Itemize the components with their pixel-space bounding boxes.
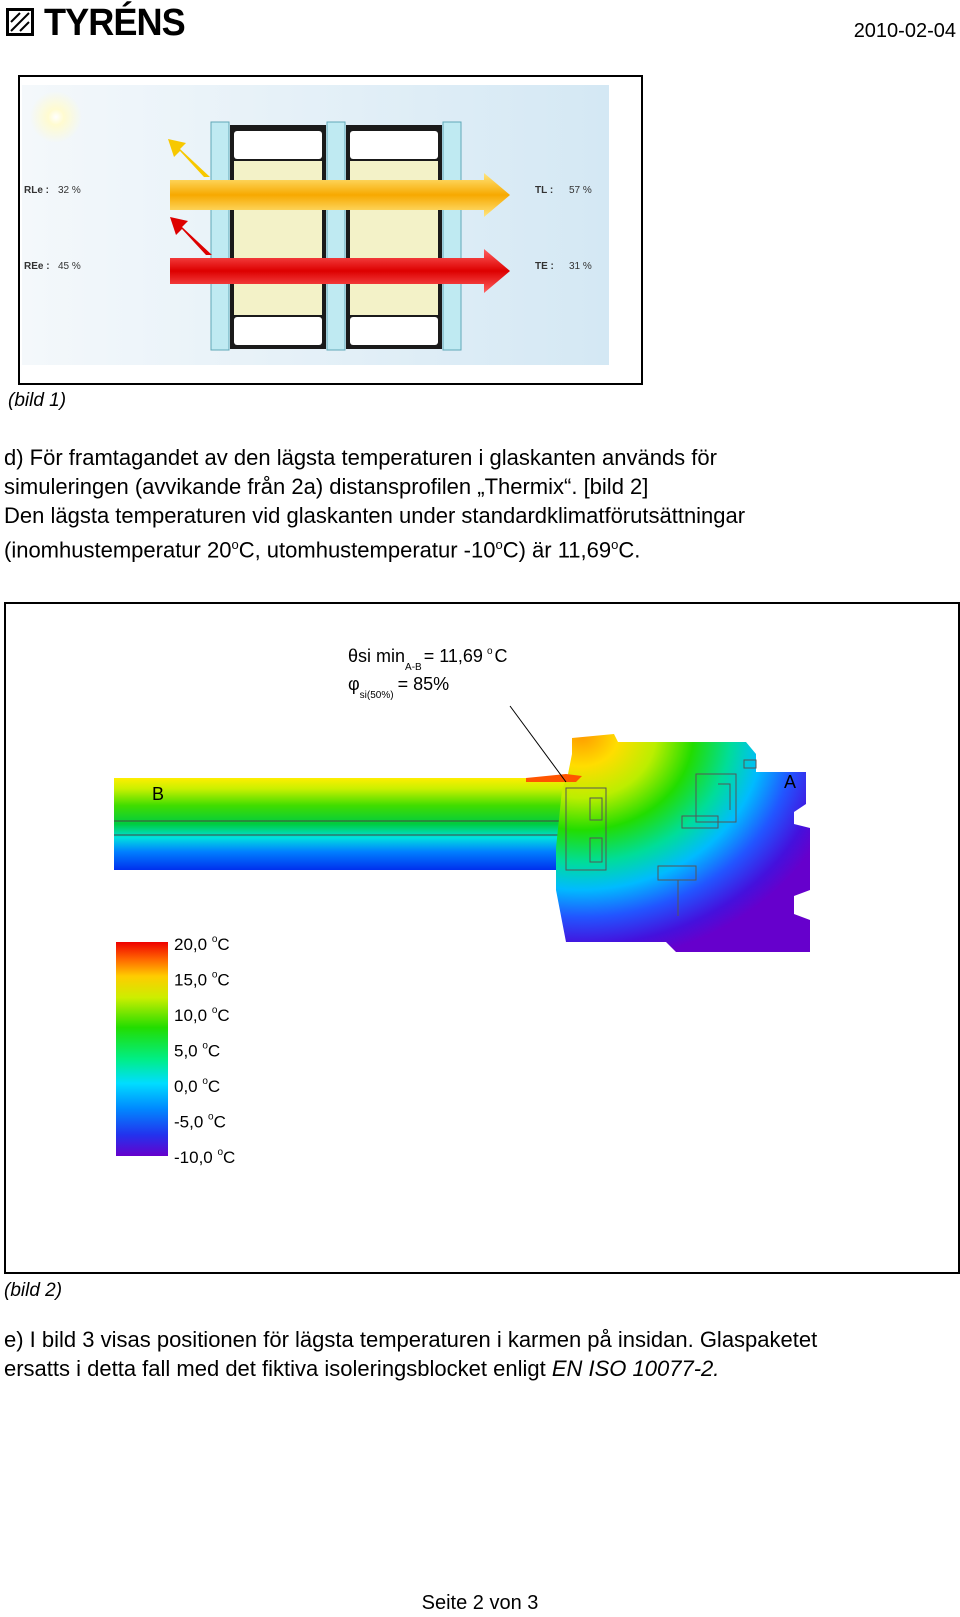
sun-icon xyxy=(30,91,82,143)
tyrens-logo-mark xyxy=(6,8,34,36)
figure-2-caption: (bild 2) xyxy=(4,1280,63,1301)
section-d-line-4: (inomhustemperatur 20$^o$C, utomhustemperatur -10$^o$C) är 11,69$^o$C. xyxy=(4,537,641,563)
temperature-legend-labels xyxy=(174,934,235,1167)
label-te: TE : xyxy=(535,261,554,272)
min-temp-pointer-line xyxy=(510,706,566,782)
label-ree: REe : xyxy=(24,261,50,272)
section-e-line-2: ersatts i detta fall med det fiktiva isoleringsblocket enligt EN ISO 10077-2. xyxy=(4,1356,720,1381)
legend-label: 20,0 $^o$C xyxy=(174,934,230,954)
section-d-line-2: simuleringen (avvikande från 2a) distansprofilen „Thermix“. [bild 2] xyxy=(4,474,649,499)
value-te: 31 % xyxy=(569,261,592,272)
frame-temperature-field xyxy=(556,734,810,952)
brand-logo: TYRÉNS xyxy=(44,2,185,44)
label-tl: TL : xyxy=(535,185,554,196)
theta-annotation: θsi $\min_{A-B}= 11,69$ $^o$ C xyxy=(348,646,508,673)
legend-label: 5,0 $^o$C xyxy=(174,1040,221,1061)
legend-label: -10,0 $^o$C xyxy=(174,1147,236,1167)
legend-label: 0,0 $^o$C xyxy=(174,1076,221,1096)
point-a-label: A xyxy=(784,772,797,792)
section-d-line-1: d) För framtagandet av den lägsta temperaturen i glaskanten används för xyxy=(4,445,717,470)
phi-annotation: $\varphi_{si(50\%)}= 85\%$ xyxy=(348,674,450,701)
figure-2-thermal-simulation xyxy=(4,602,960,1274)
legend-label: 10,0 $^o$C xyxy=(174,1005,230,1025)
legend-label: 15,0 $^o$C xyxy=(174,969,230,990)
section-d-line-3: Den lägsta temperaturen vid glaskanten under standardklimatförutsättningar xyxy=(4,503,746,528)
document-date: 2010-02-04 xyxy=(853,20,956,42)
label-rle: RLe : xyxy=(24,185,49,196)
legend-label: -5,0 $^o$C xyxy=(174,1111,226,1132)
glass-temperature-field xyxy=(114,778,594,870)
point-b-label: B xyxy=(152,784,165,804)
figure-1-glazing-diagram xyxy=(18,75,643,385)
value-tl: 57 % xyxy=(569,185,592,196)
temperature-legend-bar xyxy=(116,942,168,1156)
page-number: Seite 2 von 3 xyxy=(421,1592,539,1614)
value-rle: 32 % xyxy=(58,185,81,196)
value-ree: 45 % xyxy=(58,261,81,272)
section-e-line-1: e) I bild 3 visas positionen för lägsta temperaturen i karmen på insidan. Glaspaketet xyxy=(4,1327,818,1352)
figure-1-caption: (bild 1) xyxy=(8,390,67,411)
